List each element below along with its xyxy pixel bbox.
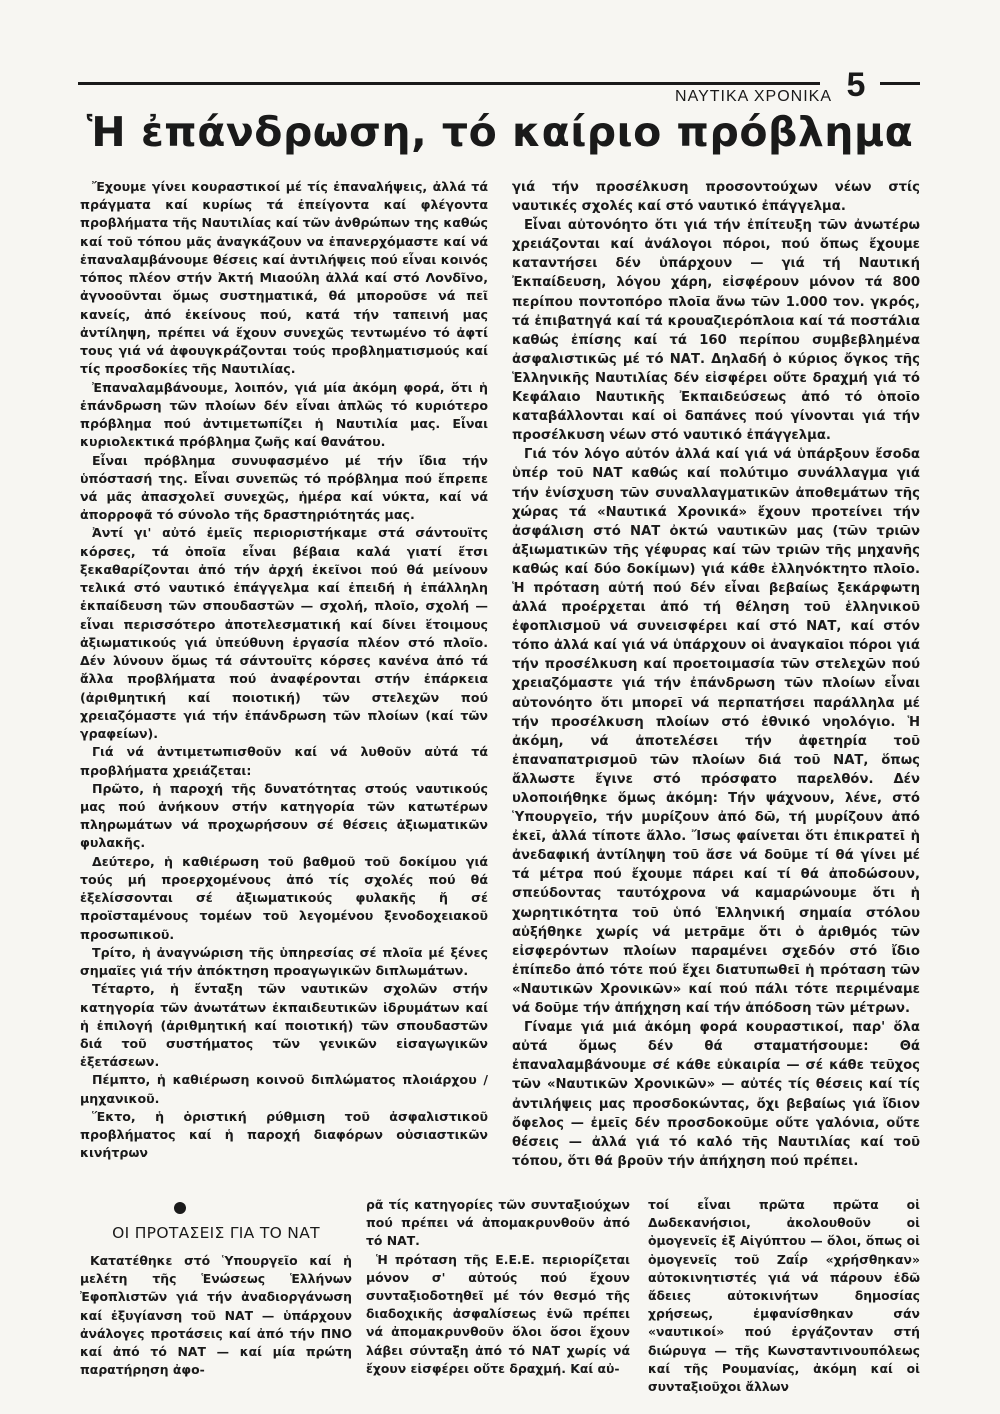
article-left-column [80, 178, 488, 1163]
paragraph: Γιά τόν λόγο αὐτόν ἀλλά καί γιά νά ὑπάρξουν ἔσοδα ὑπέρ τοῦ ΝΑΤ καθώς καί πολύτιμο συνάλλαγμα γιά τήν ἐνίσχυση τῶν συναλλαγματικῶν ἀποθεμάτων τῆς χώρας τά «Ναυτικά Χρονικά» ἔχουν προτείνει τήν ἀσφάλιση στό ΝΑΤ ὀκτώ ναυτικῶν μας (τῶν τριῶν ἀξιωματικῶν τῆς γέφυρας καί τῶν τριῶν τῆς μηχανῆς καθώς καί δύο δοκίμων) γιά κάθε ἑλληνόκτητο πλοῖο. Ἡ πρόταση αὐτή πού δέν εἶναι βεβαίως ξεκάρφωτη ἀλλά προέρχεται ἀπό τή θέληση τοῦ ἑλληνικοῦ ἐφοπλισμοῦ νά συνεισφέρει καί στό ΝΑΤ, καί στόν τόπο ἀλλά καί γιά νά ὑπάρχουν οἱ ἀναγκαῖοι πόροι γιά τήν προσέλκυση καί προετοιμασία τῶν στελεχῶν πού χρειαζόμαστε γιά τήν ἐπάνδρωση τῶν πλοίων εἶναι αὐτονόητο ὅτι μπορεῖ νά περπατήσει παράλληλα μέ τήν προσέλκυση πλοίων στό ἐθνικό νηολόγιο. Ἡ ἀκόμη, νά ἀποτελέσει τήν ἀφετηρία τοῦ ἐπαναπατρισμοῦ τῶν πλοίων διά τοῦ ΝΑΤ, ὅπως ἄλλωστε ἔγινε στό πρόσφατο παρελθόν. Δέν υλοποιήθηκε ὅμως ἀκόμη: Τήν ψάχνουν, λένε, στό Ὑπουργεῖο, τήν μυρίζουν ἀπό δῶ, τή μυρίζουν ἀπό ἐκεῖ, ἀλλά τίποτε ἄλλο. Ἴσως φαίνεται ὅτι ἐπικρατεῖ ἡ ἀνεδαφική ἀντίληψη τοῦ ἄσε νά δοῦμε τί θά γίνει μέ τά μέτρα πού ἔχουμε πάρει καί τί θά ἀποδώσουν, σπεύδοντας ταυτόχρονα νά καμαρώνουμε ὅτι ἡ χωρητικότητα τοῦ ὑπό Ἑλληνική σημαία στόλου αὐξήθηκε χωρίς νά μετρᾶμε ὅτι ὁ ἀριθμός τῶν εἰσφερόντων πλοίων παραμένει σχεδόν στό ἴδιο ἐπίπεδο ἀπό τότε πού ἔχει διατυπωθεῖ ἡ πρόταση τῶν «Ναυτικῶν Χρονικῶν» καί πού πάλι τότε περιμέναμε νά δοῦμε τήν ἀπήχηση καί τήν ἀπόδοση τῶν μέτρων. [512, 447, 920, 1017]
paragraph: Ἐπαναλαμβάνουμε, λοιπόν, γιά μία ἀκόμη φορά, ὅτι ἡ ἐπάνδρωση τῶν πλοίων δέν εἶναι ἁπλῶς τό κυριότερο πρόβλημα πού ἀντιμετωπίζει ἡ Ναυτιλία μας. Εἶναι κυριολεκτικά πρόβλημα ζωῆς καί θανάτου. [80, 379, 488, 450]
paragraph: Πέμπτο, ἡ καθιέρωση κοινοῦ διπλώματος πλοιάρχου / μηχανικοῦ. [80, 1072, 488, 1106]
paragraph: Πρῶτο, ἡ παροχή τῆς δυνατότητας στούς ναυτικούς μας πού ἀνήκουν στήν κατηγορία τῶν κατωτέρων πληρωμάτων νά προχωρήσουν σέ θέσεις ἀξιωματικῶν φυλακῆς. [80, 780, 488, 851]
paragraph: Κατατέθηκε στό Ὑπουργεῖο καί ἡ μελέτη τῆς Ἑνώσεως Ἑλλήνων Ἐφοπλιστῶν γιά τήν ἀναδιοργάνωση καί ἐξυγίανση τοῦ ΝΑΤ — ὑπάρχουν ἀνάλογες προτάσεις καί ἀπό τήν ΠΝΟ καί ἀπό τό ΝΑΤ — καί μία πρώτη παρατήρηση ἀφο- [80, 1253, 352, 1378]
article-title: Ἡ ἐπάνδρωση, τό καίριο πρόβλημα [86, 108, 914, 156]
sidebar-column-1 [80, 1252, 352, 1379]
paragraph: γιά τήν προσέλκυση προσοντούχων νέων στίς ναυτικές σχολές καί στό ναυτικό ἐπάγγελμα. [512, 180, 920, 215]
sidebar-column-3 [648, 1196, 920, 1396]
paragraph: Γίναμε γιά μιά ἀκόμη φορά κουραστικοί, παρ' ὅλα αὐτά ὅμως δέν θά σταματήσουμε: Θά ἐπαναλαμβάνουμε σέ κάθε εὐκαιρία — σέ κάθε τεῦχος τῶν «Ναυτικῶν Χρονικῶν» — αὐτές τίς θέσεις καί τίς ἀντιλήψεις μας προσδοκώντας, ὄχι βεβαίως γιά ἴδιον ὄφελος — ἐμεῖς δέν προσδοκοῦμε οὔτε γαλόνια, οὔτε θέσεις — ἀλλά γιά τό καλό τῆς Ναυτιλίας καί τοῦ τόπου, ὅτι θά βροῦν τήν ἀπήχηση πού πρέπει. [512, 1020, 920, 1169]
paragraph: Τέταρτο, ἡ ἔνταξη τῶν ναυτικῶν σχολῶν στήν κατηγορία τῶν ἀνωτάτων ἐκπαιδευτικῶν ἱδρυμάτων καί ἡ ἐπιλογή (ἀριθμητική καί ποιοτική) τῶν σπουδαστῶν διά τοῦ συστήματος τῶν γενικῶν εἰσαγωγικῶν ἐξετάσεων. [80, 981, 488, 1070]
page-number: 5 [846, 66, 866, 104]
paragraph: Εἶναι αὐτονόητο ὅτι γιά τήν ἐπίτευξη τῶν ἀνωτέρω χρειάζονται καί ἀνάλογοι πόροι, πού ὅπως ἔχουμε καταντήσει δέν ὑπάρχουν — γιά τή Ναυτική Ἐκπαίδευση, λόγου χάρη, εἰσφέρουν μόνον τά 800 περίπου ποντοπόρο πλοῖα ἄνω τῶν 1.000 τον. γκρός, τά ἐπιβατηγά καί τά κρουαζιερόπλοια καί τά ποστάλια καθώς ἐπίσης καί τά 160 περίπου συμβεβλημένα ἀσφαλιστικῶς μέ τό ΝΑΤ. Δηλαδή ὁ κύριος ὄγκος τῆς Ἑλληνικῆς Ναυτιλίας δέν εἰσφέρει οὔτε δραχμή γιά τό Κεφάλαιο Ναυτικῆς Ἐκπαιδεύσεως ἀπό τό ὁποῖο καταβάλλονται καί οἱ δαπάνες πού γίνονται γιά τήν προσέλκυση νέων στό ναυτικό ἐπάγγελμα. [512, 218, 920, 444]
sidebar-column-2 [366, 1196, 630, 1378]
paragraph: Δεύτερο, ἡ καθιέρωση τοῦ βαθμοῦ τοῦ δοκίμου γιά τούς μή προερχομένους ἀπό τίς σχολές πού θά ἐξελίσσονται σέ ἀξιωματικούς φυλακῆς ἤ σέ προϊσταμένους τομέων τοῦ λεγομένου ξενοδοχειακοῦ προσωπικοῦ. [80, 853, 488, 942]
paragraph: Εἶναι πρόβλημα συνυφασμένο μέ τήν ἴδια τήν ὑπόστασή της. Εἶναι συνεπῶς τό πρόβλημα πού ἔπρεπε νά μᾶς ἀπασχολεῖ συνεχῶς, ἡμέρα καί νύκτα, καί νά ἀπορροφᾶ τό σύνολο τῆς δραστηριότητάς μας. [80, 452, 488, 523]
paragraph: ρᾶ τίς κατηγορίες τῶν συνταξιούχων πού πρέπει νά ἀπομακρυνθοῦν ἀπό τό ΝΑΤ. [366, 1197, 630, 1249]
article-right-column [512, 178, 920, 1171]
paragraph: Τρίτο, ἡ ἀναγνώριση τῆς ὑπηρεσίας σέ πλοῖα μέ ξένες σημαῖες γιά τήν ἀπόκτηση προαγωγικῶν διπλωμάτων. [80, 944, 488, 979]
paragraph: τοί εἶναι πρῶτα πρῶτα οἱ Δωδεκανήσιοι, ἀκολουθοῦν οἱ ὁμογενεῖς ἐξ Αἰγύπτου — ὅλοι, ὅπως οἱ ὁμογενεῖς τοῦ Ζαΐρ «χρήσθηκαν» αὐτοκινητιστές γιά νά πάρουν ἐδῶ ἄδειες αὐτοκινήτων δημοσίας χρήσεως, ἐμφανίσθηκαν σάν «ναυτικοί» πού ἐργάζονταν στή διώρυγα — τῆς Κωνσταντινουπόλεως καί τῆς Ρουμανίας, ἀκόμη καί οἱ συνταξιοῦχοι ἄλλων [648, 1197, 920, 1395]
publication-name: ΝΑΥΤΙΚΑ ΧΡΟΝΙΚΑ [675, 88, 832, 105]
paragraph: Γιά νά ἀντιμετωπισθοῦν καί νά λυθοῦν αὐτά τά προβλήματα χρειάζεται: [80, 744, 488, 778]
header-rule-left [78, 82, 820, 85]
sidebar-title: ΟΙ ΠΡΟΤΑΣΕΙΣ ΓΙΑ ΤΟ ΝΑΤ [112, 1224, 320, 1242]
section-bullet [174, 1202, 186, 1214]
paragraph: Ἡ πρόταση τῆς Ε.Ε.Ε. περιορίζεται μόνον σ' αὐτούς πού ἔχουν συνταξιοδοτηθεῖ μέ τόν θεσμό τῆς διαδοχικῆς ἀσφαλίσεως ἐνῶ πρέπει νά ἀπομακρυνθοῦν ὅλοι ὅσοι ἔχουν λάβει σύνταξη ἀπό τό ΝΑΤ χωρίς νά ἔχουν εἰσφέρει οὔτε δραχμή. Καί αὐ- [366, 1251, 630, 1376]
paragraph: Ἀντί γι' αὐτό ἐμεῖς περιοριστήκαμε στά σάντουϊτς κόρσες, τά ὁποῖα εἶναι βέβαια καλά γιατί ἔτσι ξεκαθαρίζονται ἀπό τήν ἀρχή ἐκεῖνοι πού θά μείνουν τελικά στό ναυτικό ἐπάγγελμα καί ἐπειδή ἡ ἐπάλληλη ἐκπαίδευση τῶν σπουδαστῶν — σχολή, πλοῖο, σχολή — εἶναι περισσότερο ἀποτελεσματική καί δίνει ἕτοιμους ἀξιωματικούς γιά ὑπεύθυνη ἐργασία πλέον στό πλοῖο. Δέν λύνουν ὅμως τά σάντουϊτς κόρσες κανένα ἀπό τά ἄλλα προβλήματα πού ἀναφέρονται στήν ἐπάρκεια (ἀριθμητική καί ποιοτική) τῶν στελεχῶν πού χρειαζόμαστε γιά τήν ἐπάνδρωση τῶν πλοίων (καί τῶν γραφείων). [80, 525, 488, 742]
paragraph: Ἕκτο, ἡ ὁριστική ρύθμιση τοῦ ἀσφαλιστικοῦ προβλήματος καί ἡ παροχή διαφόρων οὐσιαστικῶν κινήτρων [80, 1108, 488, 1161]
paragraph: Ἔχουμε γίνει κουραστικοί μέ τίς ἐπαναλήψεις, ἀλλά τά πράγματα καί κυρίως τά ἐπείγοντα καί φλέγοντα προβλήματα τῆς Ναυτιλίας καί τῶν ἀνθρώπων της καθώς καί τοῦ τόπου μᾶς ἀναγκάζουν να ἐπανερχόμαστε καί νά ἐπαναλαμβάνουμε θέσεις καί ἀντιλήψεις πού εἶναι κοινός τόπος πλέον στήν Ἀκτή Μιαούλη ἀλλά καί στό Λονδῖνο, ἀγνοοῦνται ὅμως συστηματικά, θά μποροῦσε νά πεῖ κανείς, ἀπό ἐκείνους πού, κατά τήν ταπεινή μας ἀντίληψη, πρέπει νά ἔχουν συνεχῶς τεντωμένο τό ἀφτί τους γιά νά ἀφουγκράζονται τούς προβληματισμούς καί τίς προσδοκίες τῆς Ναυτιλίας. [80, 179, 488, 377]
header-rule-right [880, 82, 920, 85]
